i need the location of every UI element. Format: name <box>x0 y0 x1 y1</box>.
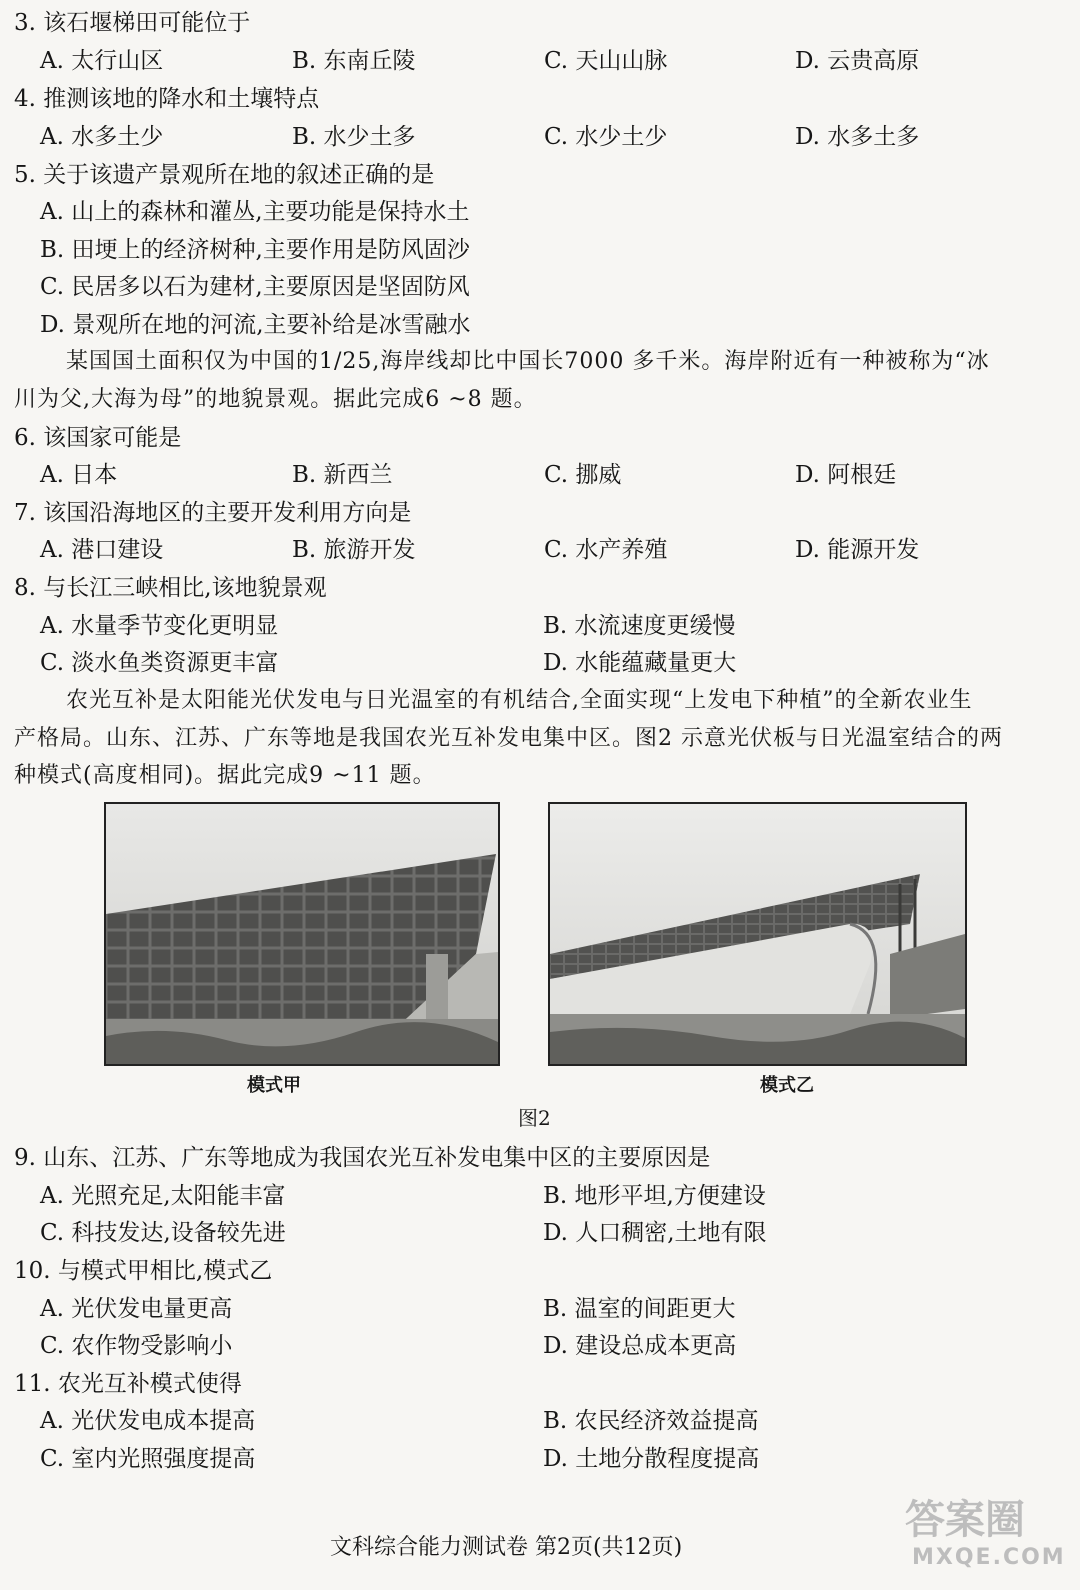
question-9-option-b: B. 地形平坦,方便建设 <box>543 1183 766 1209</box>
photo-mode-b-illustration <box>550 804 965 1064</box>
watermark-url: MXQE.COM <box>912 1545 1066 1570</box>
question-11-option-a: A. 光伏发电成本提高 <box>40 1408 256 1434</box>
question-10-option-d: D. 建设总成本更高 <box>543 1333 737 1359</box>
question-4-stem: 4. 推测该地的降水和土壤特点 <box>14 86 320 112</box>
question-3-option-b: B. 东南丘陵 <box>292 48 416 74</box>
passage-1-line-1: 某国国土面积仅为中国的1/25,海岸线却比中国长7000 多千米。海岸附近有一种被称为“冰 <box>66 349 990 374</box>
figure-label: 图2 <box>518 1106 551 1130</box>
question-7-option-a: A. 港口建设 <box>40 537 164 563</box>
question-10-option-b: B. 温室的间距更大 <box>543 1296 736 1322</box>
question-8-option-c: C. 淡水鱼类资源更丰富 <box>40 650 279 676</box>
page-footer: 文科综合能力测试卷 第2页(共12页) <box>330 1535 683 1560</box>
question-7-option-c: C. 水产养殖 <box>544 537 668 563</box>
caption-mode-a: 模式甲 <box>247 1075 301 1096</box>
question-3-stem: 3. 该石堰梯田可能位于 <box>14 10 251 36</box>
passage-1-line-2: 川为父,大海为母”的地貌景观。据此完成6 ~8 题。 <box>14 387 537 412</box>
photo-mode-a-illustration <box>106 804 498 1064</box>
question-5-option-c: C. 民居多以石为建材,主要原因是坚固防风 <box>40 274 470 300</box>
question-8-option-a: A. 水量季节变化更明显 <box>40 613 279 639</box>
question-7-option-b: B. 旅游开发 <box>292 537 416 563</box>
question-9-option-d: D. 人口稠密,土地有限 <box>543 1220 767 1246</box>
question-8-stem: 8. 与长江三峡相比,该地貌景观 <box>14 575 327 601</box>
question-3-option-c: C. 天山山脉 <box>544 48 668 74</box>
question-6-option-a: A. 日本 <box>40 462 118 488</box>
question-11-stem: 11. 农光互补模式使得 <box>14 1371 242 1397</box>
question-7-option-d: D. 能源开发 <box>795 537 920 563</box>
question-5-option-d: D. 景观所在地的河流,主要补给是冰雪融水 <box>40 312 471 338</box>
question-6-option-b: B. 新西兰 <box>292 462 393 488</box>
question-5-stem: 5. 关于该遗产景观所在地的叙述正确的是 <box>14 162 435 188</box>
question-4-option-b: B. 水少土多 <box>292 124 416 150</box>
caption-mode-b: 模式乙 <box>760 1075 814 1096</box>
question-6-option-c: C. 挪威 <box>544 462 622 488</box>
question-9-option-c: C. 科技发达,设备较先进 <box>40 1220 286 1246</box>
question-4-option-a: A. 水多土少 <box>40 124 164 150</box>
question-6-option-d: D. 阿根廷 <box>795 462 897 488</box>
question-3-option-a: A. 太行山区 <box>40 48 164 74</box>
question-11-option-b: B. 农民经济效益提高 <box>543 1408 759 1434</box>
question-11-option-d: D. 土地分散程度提高 <box>543 1446 760 1472</box>
question-5-option-a: A. 山上的森林和灌丛,主要功能是保持水土 <box>40 199 470 225</box>
question-7-stem: 7. 该国沿海地区的主要开发利用方向是 <box>14 500 412 526</box>
passage-2-line-3: 种模式(高度相同)。据此完成9 ~11 题。 <box>14 763 436 788</box>
question-8-option-d: D. 水能蕴藏量更大 <box>543 650 737 676</box>
passage-2-line-1: 农光互补是太阳能光伏发电与日光温室的有机结合,全面实现“上发电下种植”的全新农业生 <box>66 688 973 713</box>
question-9-option-a: A. 光照充足,太阳能丰富 <box>40 1183 286 1209</box>
question-3-option-d: D. 云贵高原 <box>795 48 920 74</box>
passage-2-line-2: 产格局。山东、江苏、广东等地是我国农光互补发电集中区。图2 示意光伏板与日光温室结合的两 <box>14 726 1003 751</box>
question-10-option-c: C. 农作物受影响小 <box>40 1333 233 1359</box>
question-4-option-d: D. 水多土多 <box>795 124 920 150</box>
question-10-stem: 10. 与模式甲相比,模式乙 <box>14 1258 273 1284</box>
watermark-logo: 答案圈 <box>905 1497 1025 1543</box>
question-9-stem: 9. 山东、江苏、广东等地成为我国农光互补发电集中区的主要原因是 <box>14 1145 711 1171</box>
question-4-option-c: C. 水少土少 <box>544 124 668 150</box>
question-10-option-a: A. 光伏发电量更高 <box>40 1296 233 1322</box>
photo-mode-b <box>548 802 967 1066</box>
question-8-option-b: B. 水流速度更缓慢 <box>543 613 736 639</box>
question-6-stem: 6. 该国家可能是 <box>14 425 182 451</box>
photo-mode-a <box>104 802 500 1066</box>
question-11-option-c: C. 室内光照强度提高 <box>40 1446 256 1472</box>
question-5-option-b: B. 田埂上的经济树种,主要作用是防风固沙 <box>40 237 470 263</box>
